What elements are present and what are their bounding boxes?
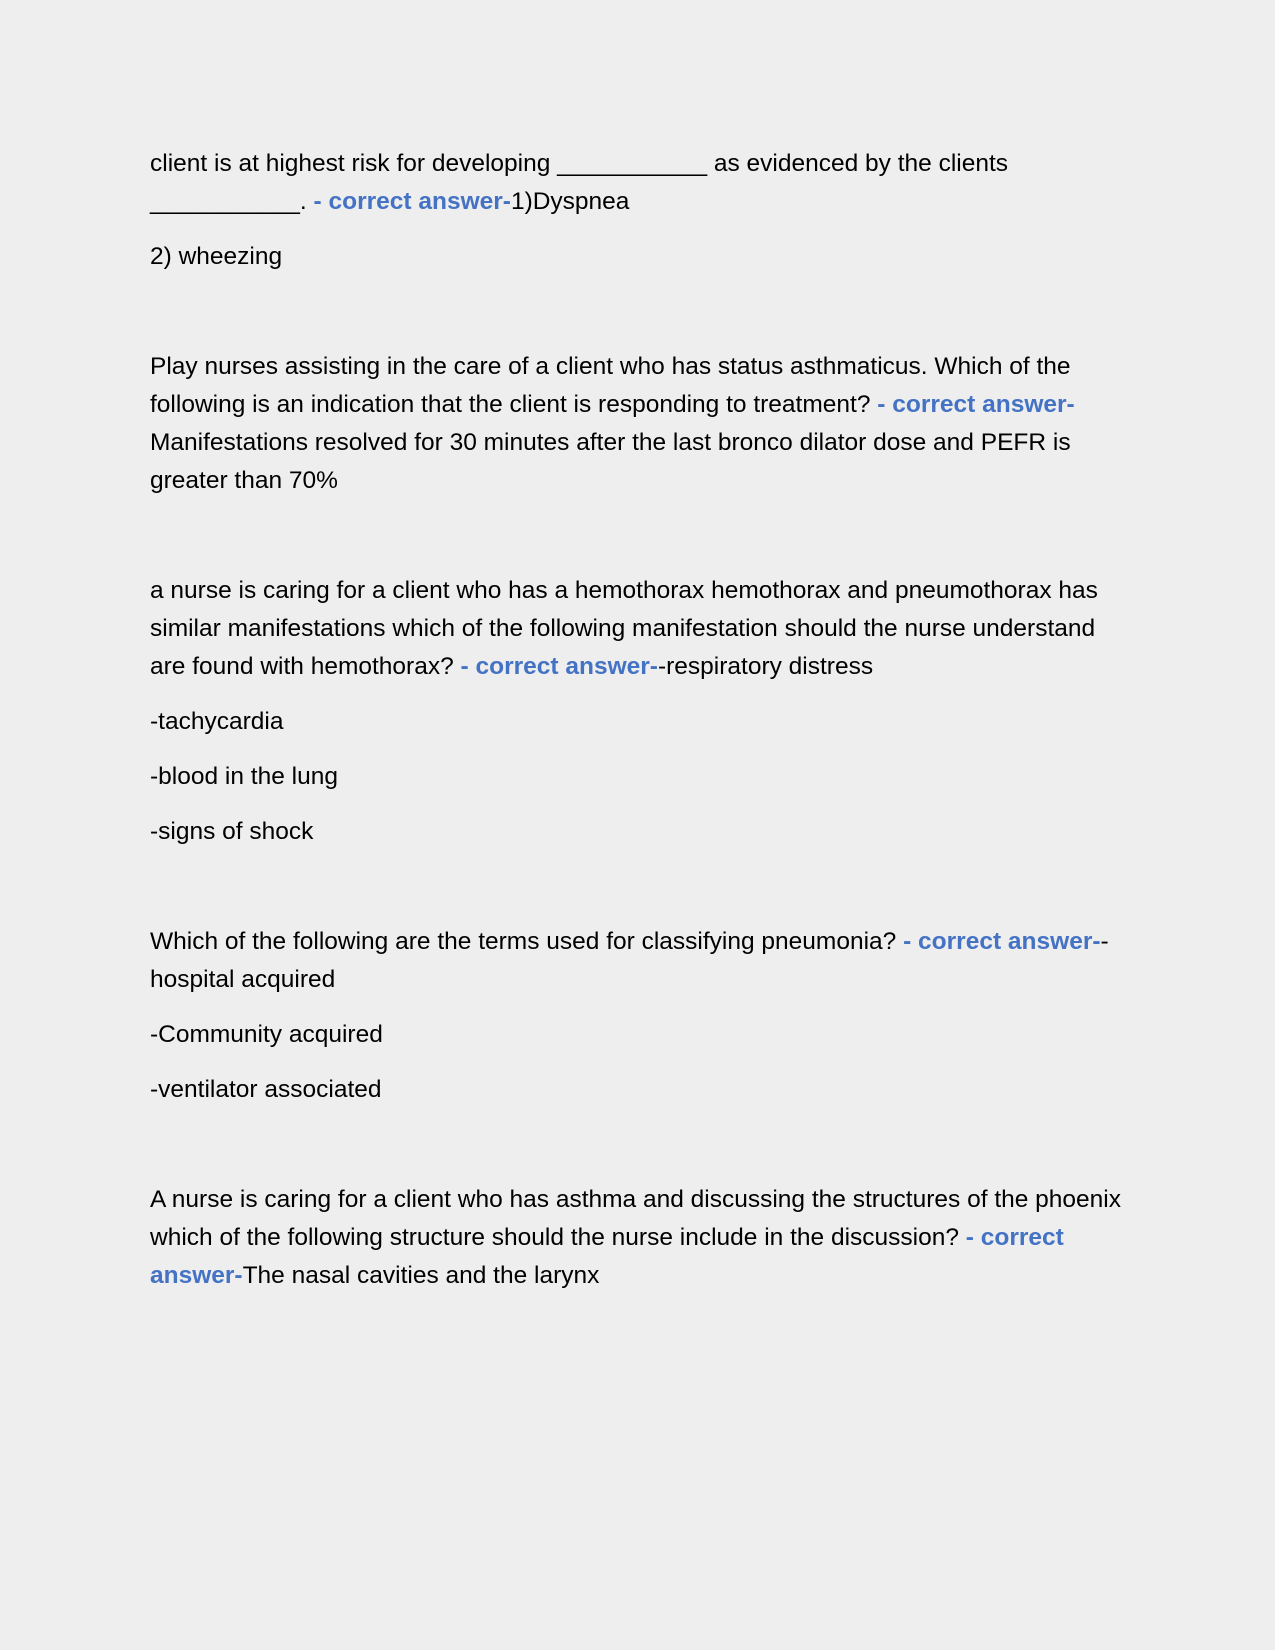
qa-block-4	[150, 923, 1125, 999]
question-text: A nurse is caring for a client who has asthma and discussing the structures of the phoenix which of the following structure should the nurse include in the discussion?	[150, 1186, 1122, 1251]
correct-answer-label: - correct answer-	[903, 928, 1101, 955]
answer-line: -Community acquired	[150, 1021, 383, 1048]
qa-block-5	[150, 1181, 1125, 1295]
answer-text: 1)Dyspnea	[510, 188, 630, 215]
qa-block-2	[150, 348, 1125, 500]
question-text: Which of the following are the terms used for classifying pneumonia?	[150, 928, 897, 955]
answer-line: -signs of shock	[150, 818, 314, 845]
qa-block-3	[150, 572, 1125, 686]
answer-text: Manifestations resolved for 30 minutes after the last bronco dilator dose and PEFR is greater than 70%	[150, 429, 1071, 494]
answer-line: -tachycardia	[150, 708, 284, 735]
correct-answer-label: - correct answer-	[877, 391, 1075, 418]
answer-line: 2) wheezing	[150, 243, 283, 270]
correct-answer-label: - correct answer-	[313, 188, 511, 215]
question-text: Play nurses assisting in the care of a client who has status asthmaticus. Which of the following is an indication that the client is responding to treatment?	[150, 353, 1071, 418]
document-page	[150, 145, 1125, 1295]
answer-line: -ventilator associated	[150, 1076, 382, 1103]
correct-answer-label: - correct answer-	[150, 1224, 1064, 1289]
answer-line: -blood in the lung	[150, 763, 338, 790]
answer-text: The nasal cavities and the larynx	[242, 1262, 600, 1289]
answer-text: -respiratory distress	[657, 653, 874, 680]
qa-block-1	[150, 145, 1125, 221]
answer-text: -hospital acquired	[150, 928, 1109, 993]
correct-answer-label: - correct answer-	[460, 653, 658, 680]
question-text: a nurse is caring for a client who has a hemothorax hemothorax and pneumothorax has similar manifestations which of the following manifestation should the nurse understand are found with hemothorax?	[150, 577, 1098, 680]
question-text: client is at highest risk for developing ___________ as evidenced by the clients ___________.	[150, 150, 1009, 215]
